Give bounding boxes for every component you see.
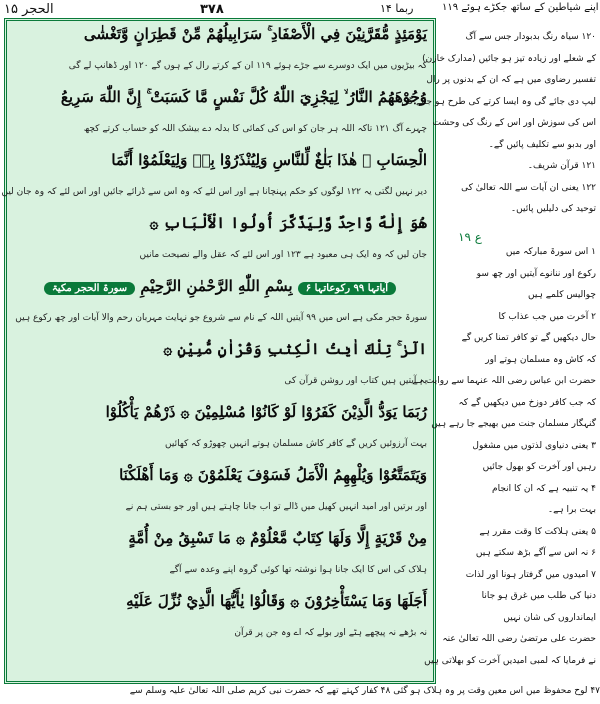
commentary-line: ایمانداروں کی شان نہیں <box>503 612 596 623</box>
commentary-line: لیپ دی جائے گی وہ ایسا کرتے کی طرح ہو جائے گی <box>401 96 596 107</box>
verse-line: وَيَتَمَتَّعُوْا وَيُلْهِهِمُ الْأَمَلُ فَسَوْفَ يَعْلَمُوْنَ ۞ وَمَا أَهْلَكْنَا <box>119 466 427 484</box>
verse-line: الْحِسَابِ ۞ هٰذَا بَلٰغٌ لِّلنَّاسِ وَلِيُنْذَرُوْا بِهٖ وَلِيَعْلَمُوْا أَنَّمَا <box>111 151 427 169</box>
commentary-line: ۴ یہ تنبیہ ہے کہ ان کا انجام <box>492 483 596 494</box>
ruku-marker: ع ۱۹ <box>458 230 482 244</box>
commentary-line: کے شعلے اور زیادہ تیز ہو جائیں (مدارک خازن) <box>422 53 596 64</box>
commentary-line: گنہگار مسلمان جنت میں بھیجے جا رہے ہیں <box>431 419 596 429</box>
verse-line <box>13 277 427 295</box>
commentary-line: رہیں اور آخرت کو بھول جائیں <box>482 462 596 472</box>
commentary-line: ۱۲۱ قرآن شریف۔ <box>527 161 596 171</box>
verse-line: رُبَمَا يَوَدُّ الَّذِيْنَ كَفَرُوْا لَوْ كَانُوْا مُسْلِمِيْنَ ۞ ذَرْهُمْ يَأْكُلُوْا <box>105 403 427 421</box>
commentary-line: بہت برا ہے۔ <box>547 505 596 515</box>
commentary-line: ۳ یعنی دنیاوی لذتوں میں مشغول <box>472 440 596 451</box>
commentary-line: حضرت علی مرتضیٰ رضی اللہ تعالیٰ عنہ <box>442 634 596 644</box>
commentary-line: اور بدبو سے تکلیف پائیں گے۔ <box>488 139 596 150</box>
translation-line: چہرے آگ ۱۲۱ تاکہ اللہ ہر جان کو اس کی کمائی کا بدلہ دے بیشک اللہ کو حساب کرتے کچھ <box>83 124 427 134</box>
commentary-line: رکوع اور ننانوے آیتیں اور چھ سو <box>476 268 596 279</box>
translation-line: بہت آرزوئیں کریں گے کافر کاش مسلمان ہوتے انہیں چھوڑو کہ کھائیں <box>165 439 427 449</box>
translation-line: کہ بیڑیوں میں ایک دوسرے سے جڑے ہوئے ۱۱۹ ان کے کرتے رال کے ہوں گے ۱۲۰ اور ڈھانپ لے گی <box>68 61 427 71</box>
verse-line: يَوْمَئِذٍ مُّقَرَّنِيْنَ فِي الْأَصْفَادِ ۚ سَرَابِيلُهُمْ مِّنْ قَطِرَانٍ وَّتَغْشٰى <box>83 25 427 43</box>
translation-line: سورۃ حجر مکی ہے اس میں ۹۹ آیتیں اللہ کے نام سے شروع جو نہایت مہربان رحم والا آیات اور چھ رکوع ہیں <box>15 313 427 323</box>
commentary-line: دنیا کی طلب میں غرق ہو جانا <box>481 591 596 601</box>
commentary-line: نے فرمایا کہ لمبی امیدیں آخرت کو بھلاتی ہیں <box>424 655 596 666</box>
commentary-line: ۱۲۰ سیاہ رنگ بدبودار جس سے آگ <box>465 32 596 42</box>
commentary-line: کہ جب کافر دوزخ میں دیکھیں گے کہ <box>458 397 596 408</box>
commentary-line: ۵ یعنی ہلاکت کا وقت مقرر ہے <box>479 526 596 537</box>
commentary-line: حال دیکھیں گے تو کافر تمنا کریں گے <box>461 333 596 343</box>
translation-line: ہلاک کی اس کا ایک جانا ہوا نوشتہ تھا کوئی گروہ اپنے وعدہ سے آگے <box>169 565 427 575</box>
commentary-line: ۲ آخرت میں جب عذاب کا <box>498 311 596 322</box>
commentary-line: اس کی سوزش اور اس کے رنگ کی وحشت <box>432 118 596 128</box>
translation-line: یہ آیتیں ہیں کتاب اور روشن قرآن کی <box>284 376 427 386</box>
commentary-line: تفسیر رضاوی میں ہے کہ ان کے بدنوں پر رال <box>426 75 596 85</box>
verse-line: هُوَ إِلٰهٌ وَّاحِدٌ وَّلِيَذَّكَّرَ أُولُوا الْأَلْبَابِ ۞ <box>149 214 427 232</box>
commentary-line: ۶ نہ اس سے آگے بڑھ سکتے ہیں <box>475 548 596 558</box>
translation-line: نہ بڑھے نہ پیچھے ہٹے اور بولے کہ اے وہ جن پر قرآن <box>234 628 427 638</box>
commentary-line: توحید کی دلیلیں پائیں۔ <box>510 204 596 214</box>
basmala: بِسْمِ اللّٰهِ الرَّحْمٰنِ الرَّحِيْمِ <box>135 277 298 295</box>
quran-text-panel <box>1 18 436 684</box>
commentary-line: حضرت ابن عباس رضی اللہ عنہما سے روایت ہے <box>412 376 596 386</box>
commentary-line: ۱۲۲ یعنی ان آیات سے اللہ تعالیٰ کی <box>461 182 596 193</box>
verse-line: الٓرٰ ۚ تِلْكَ اٰيٰتُ الْكِتٰبِ وَقُرْاٰنٍ مُّبِيْنٍ ۞ <box>163 340 427 358</box>
commentary-line: ۱ اس سورۃ مبارکہ میں <box>505 247 596 257</box>
commentary-line: چوالیس کلمے ہیں <box>528 290 596 300</box>
surah-name: الحجر ۱۵ <box>4 2 54 17</box>
page-number: ۳۷۸ <box>200 2 224 17</box>
juz-label: ربما ۱۴ <box>380 2 414 15</box>
page-footer: ۴۷ لوح محفوظ میں اس معین وقت پر وہ ہلاک ہو گئی ۴۸ کفار کہتے تھے کہ حضرت نبی کریم صلی اللہ تعالیٰ علیہ وسلم سے <box>129 686 600 696</box>
translation-line: جان لیں کہ وہ ایک ہی معبود ہے ۱۲۳ اور اس لئے کہ عقل والے نصیحت مانیں <box>139 250 427 260</box>
verse-line: وُجُوْهَهُمُ النَّارُ ۙ لِيَجْزِيَ اللّٰهُ كُلَّ نَفْسٍ مَّا كَسَبَتْ ۚ إِنَّ اللّٰهَ سَرِيعُ <box>60 88 427 106</box>
side-heading: ۱۱۹ اپنے شیاطین کے ساتھ جکڑے ہوئے <box>442 2 599 13</box>
verse-line: أَجَلَهَا وَمَا يَسْتَأْخِرُوْنَ ۞ وَقَالُوْا يٰأَيُّهَا الَّذِيْ نُزِّلَ عَلَيْهِ <box>126 592 427 610</box>
commentary-line: ۷ امیدوں میں گرفتار ہونا اور لذات <box>465 569 596 580</box>
translation-line: دیر نہیں لگتی یہ ۱۲۲ لوگوں کو حکم پہنچانا ہے اور اس لئے کہ وہ اس سے ڈرائے جائیں اور اس لئے کہ وہ جان لیں <box>1 187 427 197</box>
surah-title-badge: سورۃ الحجر مکیۃ <box>44 282 135 295</box>
commentary-line: کہ کاش وہ مسلمان ہوتے اور <box>485 354 596 365</box>
surah-info-badge: آیاتہا ۹۹ رکوعاتہا ۶ <box>298 282 396 295</box>
translation-line: اور برتیں اور امید انہیں کھیل میں ڈالے تو اب جانا چاہتے ہیں اور جو بستی ہم نے <box>125 502 427 512</box>
verse-line: مِنْ قَرْيَةٍ إِلَّا وَلَهَا كِتَابٌ مَّعْلُوْمٌ ۞ مَا تَسْبِقُ مِنْ أُمَّةٍ <box>128 529 427 547</box>
commentary-column <box>401 18 598 684</box>
